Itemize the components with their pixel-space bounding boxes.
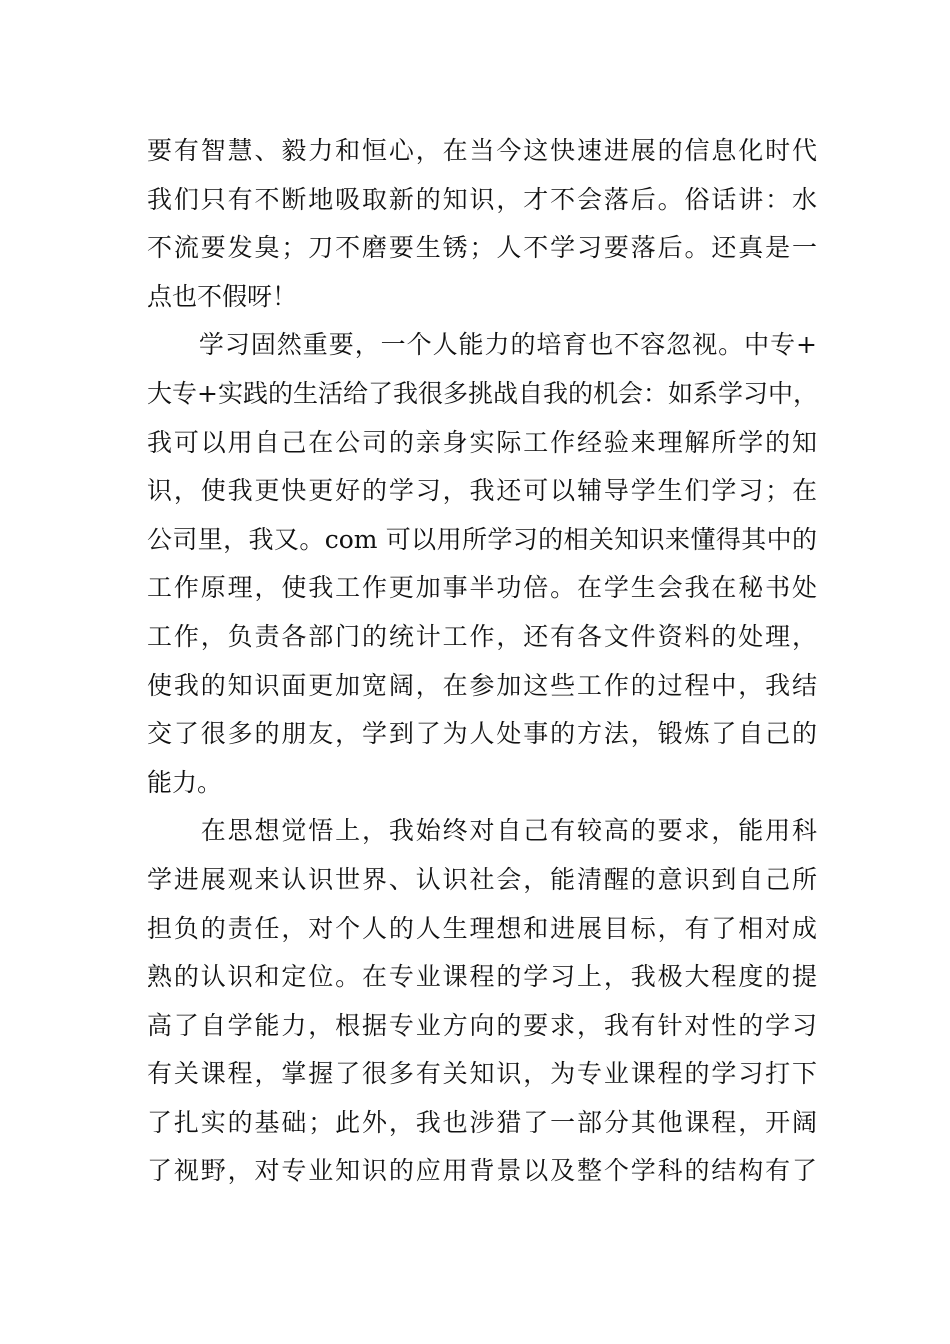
body-text bbox=[147, 127, 817, 1196]
text-line: 有关课程，掌握了很多有关知识，为专业课程的学习打下 bbox=[147, 1059, 817, 1089]
text-line: 学进展观来认识世界、认识社会，能清醒的意识到自己所 bbox=[147, 864, 817, 894]
text-line: 使我的知识面更加宽阔，在参加这些工作的过程中，我结 bbox=[147, 670, 817, 700]
text-line: 我可以用自己在公司的亲身实际工作经验来理解所学的知 bbox=[147, 427, 817, 457]
text-line: 点也不假呀！ bbox=[147, 281, 298, 311]
text-line: 要有智慧、毅力和恒心，在当今这快速进展的信息化时代 bbox=[147, 136, 817, 165]
text-line: 大专+实践的生活给了我很多挑战自我的机会：如系学习中， bbox=[147, 378, 818, 408]
text-line: 学习固然重要，一个人能力的培育也不容忽视。中专+ bbox=[147, 330, 817, 360]
text-line: 高了自学能力，根据专业方向的要求，我有针对性的学习 bbox=[147, 1010, 817, 1040]
text-line: 公司里，我又。com 可以用所学习的相关知识来懂得其中的 bbox=[147, 524, 817, 554]
text-line: 了扎实的基础；此外，我也涉猎了一部分其他课程，开阔 bbox=[147, 1107, 817, 1137]
text-line: 工作，负责各部门的统计工作，还有各文件资料的处理， bbox=[147, 621, 817, 651]
text-line: 能力。 bbox=[147, 767, 223, 797]
text-line: 担负的责任，对个人的人生理想和进展目标，有了相对成 bbox=[147, 913, 817, 943]
text-line: 我们只有不断地吸取新的知识，才不会落后。俗话讲：水 bbox=[147, 184, 817, 214]
text-line: 工作原理，使我工作更加事半功倍。在学生会我在秘书处 bbox=[147, 573, 817, 603]
text-line: 了视野，对专业知识的应用背景以及整个学科的结构有了 bbox=[147, 1156, 817, 1186]
text-line: 不流要发臭；刀不磨要生锈；人不学习要落后。还真是一 bbox=[147, 233, 817, 263]
text-line: 在思想觉悟上，我始终对自己有较高的要求，能用科 bbox=[147, 816, 817, 846]
text-line: 识，使我更快更好的学习，我还可以辅导学生们学习；在 bbox=[147, 476, 817, 506]
text-line: 交了很多的朋友，学到了为人处事的方法，锻炼了自己的 bbox=[147, 719, 817, 749]
text-line: 熟的认识和定位。在专业课程的学习上，我极大程度的提 bbox=[147, 962, 817, 992]
